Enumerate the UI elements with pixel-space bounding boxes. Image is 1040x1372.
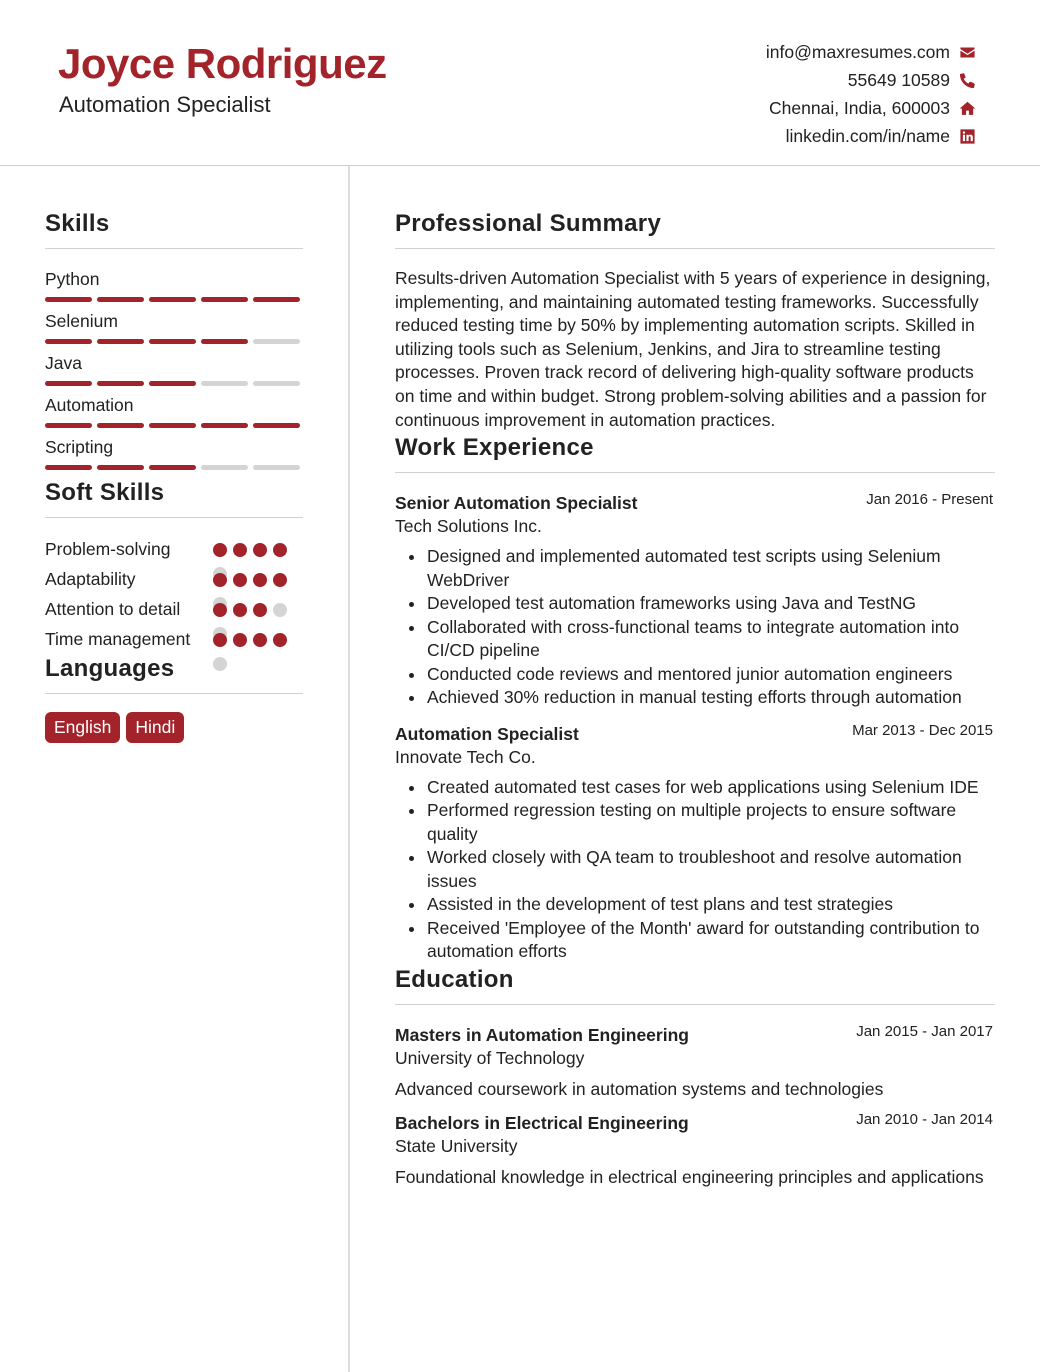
languages-title: Languages (45, 655, 303, 694)
degree-title: Masters in Automation Engineering (395, 1024, 689, 1045)
skill-item (45, 269, 303, 302)
summary-text: Results-driven Automation Specialist with 5 years of experience in designing, implementing, and maintaining automated testing frameworks. Successfully reduced testing time by 50% by implementing automation scripts. Skilled in utilizing tools such as Selenium, Jenkins, and Jira to streamline testing processes. Proven track record of delivering high-quality software products on time and within budget. Strong problem-solving abilities and a passion for continuous improvement in automation practices. (395, 268, 991, 430)
rating-dot (273, 633, 287, 647)
rating-dot (273, 603, 287, 617)
rating-dot (233, 573, 247, 587)
education-description: Advanced coursework in automation systems and technologies (395, 1078, 884, 1099)
soft-skill-label: Attention to detail (45, 599, 181, 619)
skill-bar-segment (201, 297, 248, 302)
skill-bar-segment (201, 423, 248, 428)
skill-bar (45, 423, 303, 428)
contact-email-text: info@maxresumes.com (765, 41, 950, 62)
envelope-icon (958, 43, 976, 61)
job-date: Mar 2013 - Dec 2015 (852, 721, 993, 739)
language-badge: English (45, 712, 120, 743)
rating-dot (273, 543, 287, 557)
skill-bar (45, 381, 303, 386)
soft-skills-title: Soft Skills (45, 479, 303, 518)
skill-bar-segment (45, 423, 92, 428)
job-bullet: Achieved 30% reduction in manual testing efforts through automation (395, 686, 995, 710)
education-entry (395, 1022, 995, 1101)
skill-label: Python (45, 269, 100, 289)
soft-skill-item (45, 628, 303, 651)
skills-list (45, 269, 303, 470)
main-content (395, 166, 995, 1189)
job-bullet: Performed regression testing on multiple projects to ensure software quality (395, 799, 995, 846)
rating-dot (233, 543, 247, 557)
education-title: Education (395, 966, 995, 1005)
contact-location (766, 94, 976, 122)
skill-bar-segment (97, 423, 144, 428)
education-description: Foundational knowledge in electrical engineering principles and applications (395, 1166, 984, 1187)
skill-bar-segment (45, 381, 92, 386)
contact-linkedin[interactable] (766, 122, 976, 150)
rating-dot (253, 543, 267, 557)
linkedin-icon (958, 127, 976, 145)
rating-dot (253, 633, 267, 647)
phone-icon (958, 71, 976, 89)
contact-email[interactable] (766, 38, 976, 66)
candidate-role: Automation Specialist (59, 92, 271, 117)
education-entry (395, 1110, 995, 1189)
skill-bar (45, 297, 303, 302)
candidate-name: Joyce Rodriguez (58, 40, 387, 87)
rating-dot (213, 603, 227, 617)
summary-title: Professional Summary (395, 210, 995, 249)
skill-bar-segment (149, 423, 196, 428)
skill-bar-segment (97, 339, 144, 344)
soft-skill-item (45, 538, 303, 561)
job-bullet: Created automated test cases for web applications using Selenium IDE (395, 776, 995, 800)
skill-bar-segment (253, 423, 300, 428)
job-entry (395, 721, 995, 964)
skill-bar-segment (149, 381, 196, 386)
skill-bar-segment (97, 465, 144, 470)
skill-bar (45, 339, 303, 344)
soft-skill-label: Time management (45, 629, 191, 649)
job-title: Automation Specialist (395, 723, 579, 744)
skill-label: Automation (45, 395, 134, 415)
skill-bar-segment (201, 339, 248, 344)
skill-bar-segment (45, 339, 92, 344)
contact-list (766, 38, 976, 150)
job-entry (395, 493, 995, 710)
job-bullet: Conducted code reviews and mentored junior automation engineers (395, 663, 995, 687)
rating-dot (253, 603, 267, 617)
job-date: Jan 2016 - Present (866, 491, 993, 509)
education-date: Jan 2010 - Jan 2014 (856, 1110, 993, 1128)
skill-bar-segment (253, 339, 300, 344)
experience-title: Work Experience (395, 434, 995, 473)
soft-skills-list (45, 538, 303, 651)
skill-bar-segment (253, 465, 300, 470)
rating-dot (213, 633, 227, 647)
rating-dot (233, 633, 247, 647)
job-bullet: Received 'Employee of the Month' award for outstanding contribution to automation efforts (395, 917, 995, 964)
skill-bar (45, 465, 303, 470)
skill-bar-segment (97, 381, 144, 386)
rating-dot (213, 543, 227, 557)
soft-skill-item (45, 598, 303, 621)
skill-item (45, 353, 303, 386)
job-bullet: Developed test automation frameworks using Java and TestNG (395, 592, 995, 616)
job-bullets (395, 545, 995, 710)
degree-title: Bachelors in Electrical Engineering (395, 1112, 689, 1133)
skill-bar-segment (253, 381, 300, 386)
languages-list (45, 712, 303, 743)
school-name: University of Technology (395, 1047, 585, 1068)
job-title: Senior Automation Specialist (395, 493, 638, 514)
skill-bar-segment (45, 465, 92, 470)
job-company: Innovate Tech Co. (395, 746, 536, 767)
job-bullets (395, 776, 995, 964)
contact-phone-text: 55649 10589 (847, 69, 950, 90)
skill-bar-segment (253, 297, 300, 302)
skill-item (45, 437, 303, 470)
job-bullet: Assisted in the development of test plans and test strategies (395, 893, 995, 917)
skill-item (45, 395, 303, 428)
job-bullet: Collaborated with cross-functional teams to integrate automation into CI/CD pipeline (395, 616, 995, 663)
contact-phone[interactable] (766, 66, 976, 94)
rating-dot (273, 573, 287, 587)
sidebar (45, 166, 303, 743)
skill-label: Java (45, 353, 82, 373)
soft-skill-label: Problem-solving (45, 539, 171, 559)
rating-dot (213, 573, 227, 587)
skill-label: Selenium (45, 311, 118, 331)
contact-location-text: Chennai, India, 600003 (769, 97, 950, 118)
rating-dot (213, 657, 227, 671)
skill-bar-segment (149, 465, 196, 470)
rating-dot (253, 573, 267, 587)
skill-bar-segment (97, 297, 144, 302)
skill-item (45, 311, 303, 344)
language-badge: Hindi (126, 712, 184, 743)
skill-bar-segment (149, 339, 196, 344)
home-icon (958, 99, 976, 117)
skills-title: Skills (45, 210, 303, 249)
job-bullet: Worked closely with QA team to troubleshoot and resolve automation issues (395, 846, 995, 893)
job-bullet: Designed and implemented automated test scripts using Selenium WebDriver (395, 545, 995, 592)
education-date: Jan 2015 - Jan 2017 (856, 1022, 993, 1040)
skill-bar-segment (201, 465, 248, 470)
soft-skill-item (45, 568, 303, 591)
rating-dot (233, 603, 247, 617)
skill-bar-segment (149, 297, 196, 302)
skill-label: Scripting (45, 437, 114, 457)
resume-header (0, 0, 1040, 166)
school-name: State University (395, 1135, 518, 1156)
skill-bar-segment (45, 297, 92, 302)
column-divider (348, 166, 350, 1372)
contact-linkedin-text: linkedin.com/in/name (785, 125, 950, 146)
job-company: Tech Solutions Inc. (395, 516, 542, 537)
skill-bar-segment (201, 381, 248, 386)
soft-skill-label: Adaptability (45, 569, 136, 589)
